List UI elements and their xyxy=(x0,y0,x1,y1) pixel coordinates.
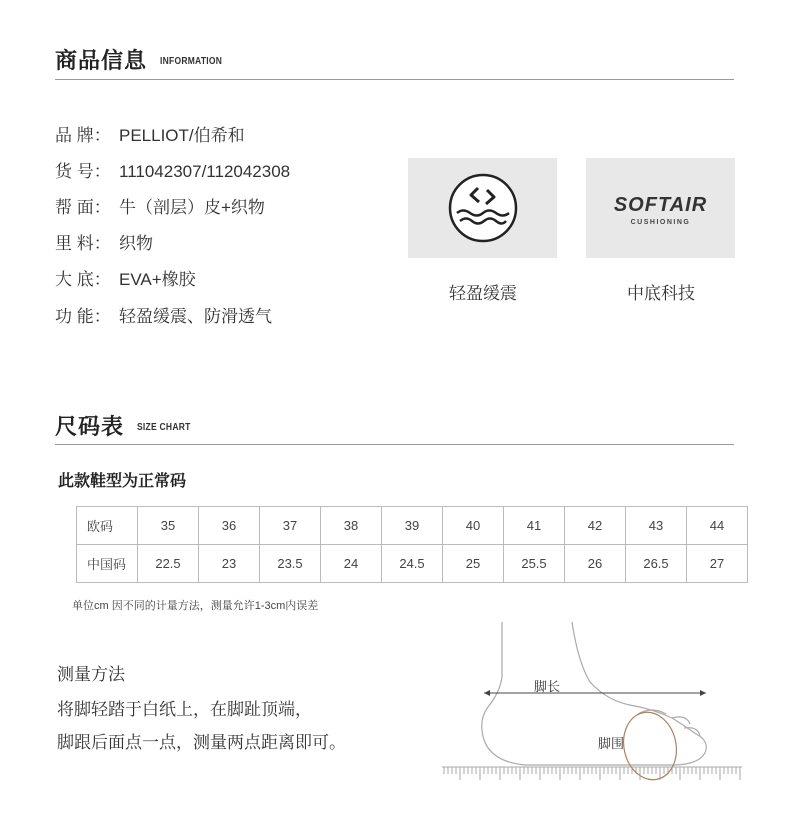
foot-length-label: 脚长 xyxy=(534,679,561,694)
foot-measure-illustration xyxy=(440,622,750,792)
info-divider xyxy=(55,79,734,80)
table-row xyxy=(77,545,748,583)
softair-logo-sub: CUSHIONING xyxy=(630,219,691,226)
spec-row-item-number xyxy=(55,157,290,182)
spec-value: 牛（剖层）皮+织物 xyxy=(119,198,265,217)
table-cell: 26.5 xyxy=(626,545,687,583)
table-cell: 24.5 xyxy=(382,545,443,583)
spec-key: 里 料： xyxy=(55,234,111,253)
table-cell: 22.5 xyxy=(138,545,199,583)
size-section-title: 尺码表 xyxy=(55,414,125,439)
table-cell: 38 xyxy=(321,507,382,545)
table-cell: 44 xyxy=(687,507,748,545)
feature-cushion-label: 轻盈缓震 xyxy=(449,284,517,303)
measure-instruction-line-1: 将脚轻踏于白纸上，在脚趾顶端， xyxy=(57,700,312,719)
table-cell: 25.5 xyxy=(504,545,565,583)
table-cell: 41 xyxy=(504,507,565,545)
table-row xyxy=(77,507,748,545)
spec-key: 帮 面： xyxy=(55,198,111,217)
spec-row-lining xyxy=(55,229,153,254)
table-cell: 26 xyxy=(565,545,626,583)
spec-row-brand xyxy=(55,121,245,146)
size-section-subtitle: SIZE CHART xyxy=(137,422,191,433)
spec-row-upper xyxy=(55,193,265,218)
table-cell: 37 xyxy=(260,507,321,545)
feature-cushion-box xyxy=(408,158,557,258)
measure-title: 测量方法 xyxy=(57,665,125,684)
table-cell: 25 xyxy=(443,545,504,583)
table-cell: 35 xyxy=(138,507,199,545)
spec-value: 轻盈缓震、防滑透气 xyxy=(119,307,272,326)
row-label: 中国码 xyxy=(77,545,138,583)
info-section-subtitle: INFORMATION xyxy=(160,56,223,67)
info-section-title: 商品信息 xyxy=(55,48,148,73)
wave-cushion-icon xyxy=(408,158,557,258)
table-cell: 40 xyxy=(443,507,504,545)
spec-row-outsole xyxy=(55,265,196,290)
feature-softair-box xyxy=(586,158,735,258)
size-table xyxy=(76,506,748,583)
fit-note: 此款鞋型为正常码 xyxy=(58,473,187,490)
table-cell: 39 xyxy=(382,507,443,545)
table-cell: 23 xyxy=(199,545,260,583)
size-divider xyxy=(55,444,734,445)
spec-row-function xyxy=(55,302,272,327)
table-cell: 24 xyxy=(321,545,382,583)
feature-softair-label: 中底科技 xyxy=(627,284,695,303)
softair-logo: SOFTAIR xyxy=(613,194,708,216)
table-cell: 36 xyxy=(199,507,260,545)
table-cell: 23.5 xyxy=(260,545,321,583)
spec-key: 品 牌： xyxy=(55,126,111,145)
table-cell: 43 xyxy=(626,507,687,545)
unit-note: 单位cm 因不同的计量方法，测量允许1-3cm内误差 xyxy=(72,600,319,612)
spec-key: 大 底： xyxy=(55,270,111,289)
spec-value: EVA+橡胶 xyxy=(119,270,196,289)
table-cell: 42 xyxy=(565,507,626,545)
spec-value: 织物 xyxy=(119,234,153,253)
row-label: 欧码 xyxy=(77,507,138,545)
foot-girth-label: 脚围 xyxy=(598,736,625,751)
spec-key: 功 能： xyxy=(55,307,111,326)
spec-key: 货 号： xyxy=(55,162,111,181)
spec-value: PELLIOT/伯希和 xyxy=(119,126,245,145)
table-cell: 27 xyxy=(687,545,748,583)
measure-instruction-line-2: 脚跟后面点一点，测量两点距离即可。 xyxy=(57,733,346,752)
spec-value: 111042307/112042308 xyxy=(119,162,291,181)
